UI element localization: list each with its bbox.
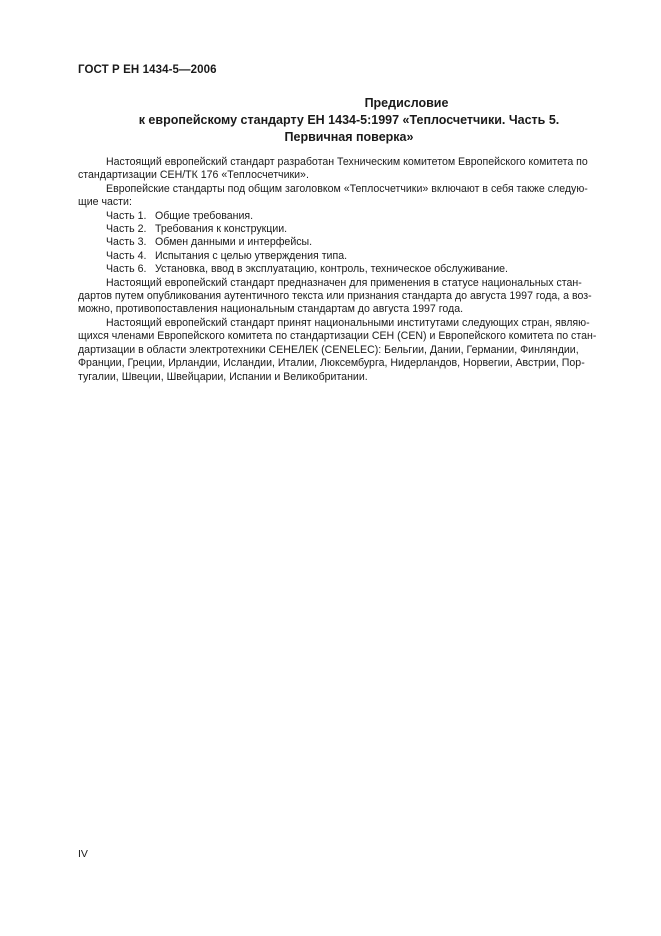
foreword-title bbox=[78, 95, 620, 146]
paragraph-3-line: Настоящий европейский стандарт предназначен для применения в статусе национальных стан- bbox=[106, 276, 582, 289]
part-number: Часть 4. bbox=[106, 249, 147, 262]
list-item-part bbox=[78, 236, 620, 249]
document-code: ГОСТ Р ЕН 1434-5—2006 bbox=[78, 64, 217, 76]
title-line-2: к европейскому стандарту ЕН 1434-5:1997 «Теплосчетчики. Часть 5. bbox=[138, 113, 560, 127]
paragraph-2-line: Европейские стандарты под общим заголовком «Теплосчетчики» включают в себя также следую- bbox=[106, 182, 588, 195]
title-line-1: Предисловие bbox=[364, 96, 449, 110]
paragraph-4-line: Настоящий европейский стандарт принят национальными институтами следующих стран, являю- bbox=[106, 316, 590, 329]
part-title: Обмен данными и интерфейсы. bbox=[155, 236, 313, 249]
part-title: Испытания с целью утверждения типа. bbox=[155, 249, 348, 262]
title-line-3: Первичная поверка» bbox=[284, 130, 414, 144]
paragraph-2-line: щие части: bbox=[78, 196, 132, 209]
part-title: Общие требования. bbox=[155, 209, 254, 222]
paragraph-4-line: Франции, Греции, Ирландии, Исландии, Италии, Люксембурга, Нидерландов, Норвегии, Австрии, Пор- bbox=[78, 357, 585, 370]
paragraph-1-line: Настоящий европейский стандарт разработан Техническим комитетом Европейского комитета по bbox=[106, 156, 588, 168]
foreword-body bbox=[78, 156, 620, 384]
paragraph-4-line: тугалии, Швеции, Швейцарии, Испании и Великобритании. bbox=[78, 370, 368, 383]
paragraph-4-line: щихся членами Европейского комитета по стандартизации СЕН (CEN) и Европейского комитета по стан- bbox=[78, 330, 597, 343]
part-number: Часть 2. bbox=[106, 223, 147, 236]
part-title: Требования к конструкции. bbox=[155, 223, 288, 236]
paragraph-1-line: стандартизации СЕН/ТК 176 «Теплосчетчики». bbox=[78, 169, 309, 182]
paragraph-3-line: можно, противопоставления национальным стандартам до августа 1997 года. bbox=[78, 303, 464, 316]
list-item-part bbox=[78, 210, 620, 223]
part-title: Установка, ввод в эксплуатацию, контроль, техническое обслуживание. bbox=[155, 263, 508, 276]
part-number: Часть 1. bbox=[106, 209, 147, 222]
list-item-part bbox=[78, 250, 620, 263]
paragraph-4-line: дартизации в области электротехники СЕНЕЛЕК (CENELEC): Бельгии, Дании, Германии, Финляндии, bbox=[78, 343, 579, 356]
list-item-part bbox=[78, 223, 620, 236]
page-number: IV bbox=[78, 848, 88, 860]
part-number: Часть 6. bbox=[106, 263, 147, 276]
part-number: Часть 3. bbox=[106, 236, 147, 249]
list-item-part bbox=[78, 263, 620, 276]
paragraph-3-line: дартов путем опубликования аутентичного текста или признания стандарта до августа 1997 года, а воз- bbox=[78, 290, 592, 303]
